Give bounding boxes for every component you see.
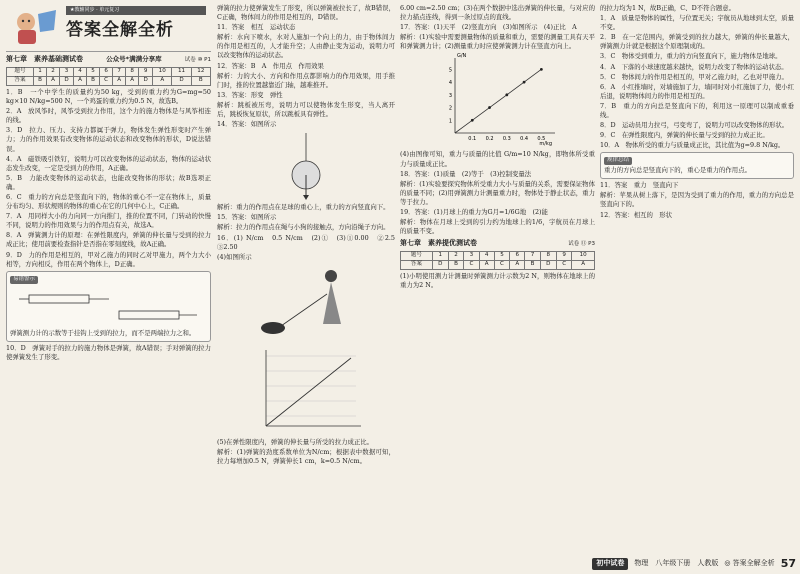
answer-item: 10．A 物体所受的重力与质量成正比，其比值为g=9.8 N/kg。 [600,141,785,150]
table-cell: 10 [572,252,595,261]
tip-text: 重力的方向总是竖直向下的，重心是重力的作用点。 [604,166,751,175]
tip-heading: 易错警示 [10,276,38,284]
table-cell: D [60,76,74,85]
answer-item: 1．A 质量是物体的属性，与位置无关；宇航员从地球到太空，质量不变。 [600,14,795,32]
table-cell: C [100,76,113,85]
answer-item: 弹簧的拉力使弹簧发生了形变，所以弹簧被拉长了，故B错误，C正确，物体间力的作用是相互的，D错误。 [217,4,395,22]
answer-list-cont [400,272,595,290]
footer-brand: 初中试卷 [592,558,628,570]
section-heading [400,239,595,249]
answer-item: 4．A 磁铁吸引铁钉，说明力可以改变物体的运动状态，物体的运动状态发生改变，一定是受到力的作用，A正确。 [6,154,211,172]
answer-item: 11．答案 相互 运动状态 [217,23,296,32]
x-tick-label: 0.5 [536,136,545,143]
table-cell: 9 [139,67,153,76]
answer-item: 解析：拉力的作用点在绳与小狗的接触点，方向沿绳子方向。 [217,223,390,232]
answer-item: 6．C 重力的方向总是竖直向下的，物体的重心不一定在物体上，质量分布均匀、形状规则的物体的重心在它的几何中心上，C正确。 [6,192,211,211]
table-cell: 1 [34,67,47,76]
answer-item: 解析：物体在月球上受到的引力约为地球上的1/6，宇航员在月球上的质量不变。 [400,218,595,236]
tip-box [6,271,211,342]
section-heading [6,55,211,65]
section-title: 第七章 素养提优测试卷 [400,239,477,248]
table-cell: 答案 [401,261,433,270]
table-cell: D [432,261,448,270]
section-title: 第七章 素养基础测试卷 [6,55,83,63]
table-cell: D [172,76,191,85]
answer-item: 17．答案：(1)天平 (2)竖直方向 (3)如图所示 (4)正比 A [400,23,577,32]
answer-item: 9．D 力的作用是相互的，甲对乙施力的同时乙对甲施力，两个力大小相等，方向相反，作用在两个物体上，D正确。 [6,250,211,268]
answer-item: (4)由图像可知，重力与质量的比值 G/m=10 N/kg，即物体所受重力与质量成正比。 [400,150,595,168]
answer-item: 12．答案：B A 作用点 作用效果 [217,61,324,70]
table-cell: 3 [60,67,74,76]
series-line [455,70,541,134]
answer-item: 16．(1) N/cm 0.5 N/cm (2)① (3)①0.00 ②2.5 ③2.50 [217,233,402,251]
tip-box [600,152,794,179]
answer-list-cont [600,181,794,219]
table-cell: A [153,76,172,85]
table-cell: B [525,261,540,270]
answer-item: 解析：重力的作用点在足球的重心上，重力的方向竖直向下。 [217,203,390,212]
table-cell: 8 [126,67,139,76]
page-header [6,6,211,52]
answer-item: 19．答案：(1)月球上的重力为G月=1/6G地 (2)能 [400,208,548,217]
answer-item: 18．答案：(1)质量 (2)等于 (3)控制变量法 [400,169,532,178]
table-cell: 答案 [7,76,34,85]
data-point [505,94,508,97]
answer-item: 解析：跳板被压弯，说明力可以使物体发生形变，当人离开后，跳板恢复原状，所以跳板具有弹性。 [217,100,395,119]
table-cell: 6 [100,67,113,76]
answer-item: 的拉力均为1 N，故B正确，C、D不符合题意。 [600,4,736,12]
cartoon-logo-icon [8,8,60,48]
table-cell: 4 [74,67,87,76]
spring-extension-chart [246,346,366,436]
wechat-account: 公众号*满满分享库 [106,55,162,63]
answer-item: 3．D 拉力、压力、支持力都属于弹力，物体发生弹性形变时产生弹力；力的作用效果有改变物体的运动状态和改变物体的形状，D说法错误。 [6,126,211,153]
table-cell: 3 [464,252,479,261]
column-4 [600,4,794,552]
table-cell: 题号 [7,67,34,76]
table-cell: 7 [525,252,540,261]
table-cell: 题号 [401,252,433,261]
answer-table [6,67,211,86]
answer-item: 解析：(1)实验要探究物体所受重力大小与质量的关系，需要保证物体的质量不同；(2)用弹簧测力计测量重力时，物体处于静止状态，重力等于拉力。 [400,179,595,206]
answer-item: 1．B 一个中学生的质量约为50 kg，受到的重力约为G=mg=50 kg×10 N/kg=500 N，一个鸡蛋的重力约为0.5 N，故选B。 [6,87,211,106]
table-cell: A [479,261,494,270]
column-3 [400,4,595,552]
answer-item: 7．A 用同样大小的力向同一方向推门，推的位置不同，门转动的快慢不同，说明力的作用效果与力的作用点有关，故选A。 [6,212,211,230]
x-tick-label: 0.4 [519,136,528,143]
answer-item: 8．D 运动员用力拉弓，弓变弯了，说明力可以改变物体的形状。 [600,121,789,130]
answer-item: 解析：苹果从树上落下，是因为受到了重力的作用，重力的方向总是竖直向下的。 [600,191,794,209]
section-code: 试卷 ⑪ P3 [568,241,595,248]
table-cell: C [494,261,509,270]
answer-list [600,4,794,150]
data-point [470,119,473,122]
footer-subject: 物理 八年级下册 人教版 [634,559,719,568]
page-footer [490,556,796,572]
answer-list-cont [6,344,211,362]
answer-item: (5)在弹性限度内，弹簧的伸长量与所受的拉力成正比。 [217,437,374,446]
answer-item: (1)小明使用测力计测量时弹簧测力计示数为2 N，则物体在地球上的重力为2 N。 [400,272,595,290]
y-tick-label: 2 [448,106,452,113]
y-tick-label: 3 [448,93,452,100]
page-number: 57 [780,557,796,571]
answer-item: 3．C 物体受到重力，重力的方向竖直向下，施力物体是地球。 [600,52,782,61]
table-cell: B [34,76,47,85]
table-cell: A [113,76,126,85]
gravity-mass-chart [433,53,563,148]
girl-dog-figure [251,264,361,344]
table-cell: 2 [47,67,60,76]
table-cell: A [510,261,525,270]
answer-item: 15．答案：如图所示 [217,213,277,222]
spring-scale-figure [19,287,199,327]
answer-item: 6.00 cm=2.50 cm；(3)在两个数据中选出弹簧的伸长量，与对应的拉力描点连线，得到一条过原点的直线。 [400,4,595,22]
table-cell: B [87,76,100,85]
table-cell: B [448,261,463,270]
x-axis-label: m/kg [538,141,552,148]
y-tick-label: 5 [448,67,452,74]
answer-item: 8．A 弹簧测力计的原理：在弹性限度内，弹簧的伸长量与受到的拉力成正比；使用前要检查指针是否指在零刻度线，故A正确。 [6,231,211,249]
answer-item: 2．A 放风筝时，风筝受到拉力作用，这个力的施力物体是与风筝相连的线。 [6,107,211,125]
table-cell: A [572,261,595,270]
column-1 [6,6,211,552]
table-cell: A [74,76,87,85]
x-tick-label: 0.1 [467,136,476,143]
answer-item: 11．答案 重力 竖直向下 [600,181,679,190]
table-cell: 1 [432,252,448,261]
y-tick-label: 4 [448,80,452,87]
answer-item: 2．B 在一定范围内，弹簧受到的拉力越大，弹簧的伸长量越大，弹簧测力计就是根据这个原理制成的。 [600,33,794,51]
page-title: 答案全解全析 [66,20,174,40]
x-tick-label: 0.3 [502,136,511,143]
y-axis-label: G/N [456,53,466,60]
table-cell: 5 [494,252,509,261]
answer-item: (4)如图所示 [217,252,252,261]
table-cell: 4 [479,252,494,261]
answer-item: 6．A 小红推墙时，对墙施加了力，墙同时对小红施加了力，使小红后退，说明物体间力的作用是相互的。 [600,82,795,100]
tip-heading: 规律总结 [604,157,632,165]
answer-list-cont [400,150,595,236]
table-cell: 7 [113,67,126,76]
data-point [488,107,491,110]
answer-item: 12．答案：相互的 形状 [600,210,673,219]
answer-item: 解析：(1)弹簧的劲度系数单位为N/cm；根据表中数据可知，拉力每增加0.5 N，弹簧伸长1 cm，k=0.5 N/cm。 [217,447,395,465]
x-tick-label: 0.2 [485,136,494,143]
answer-list [217,4,395,129]
answer-item: 7．B 重力的方向总是竖直向下的，利用这一原理可以制成重垂线。 [600,101,794,120]
section-code: 试卷 ⑩ P1 [184,57,211,63]
y-tick-label: 1 [448,118,452,125]
table-cell: D [139,76,153,85]
answer-list-cont [217,438,395,466]
table-cell: D [540,261,556,270]
table-cell: 8 [540,252,556,261]
answer-item: 13．答案：形变 弹性 [217,90,283,99]
data-point [539,68,542,71]
answer-item: 14．答案：如图所示 [217,120,277,129]
answer-list-cont [217,203,402,262]
tip-text: 弹簧测力计的示数等于挂钩上受到的拉力，而不是两端拉力之和。 [10,328,196,337]
answer-item: 解析：水向下喷水，水对人施加一个向上的力，由于物体间力的作用是相互的，人才能升空；人由静止变为运动，说明力可以改变物体的运动状态。 [217,33,395,60]
answer-item: 10．D 弹簧对手的拉力的施力物体是弹簧，故A错误；手对弹簧的拉力使弹簧发生了形变。 [6,343,211,361]
answer-item: 5．C 物体间力的作用是相互的，甲对乙施力时，乙也对甲施力。 [600,72,788,81]
data-point [522,81,525,84]
answer-item: 9．C 在弹性限度内，弹簧的伸长量与受到的拉力成正比。 [600,131,769,140]
table-cell: 6 [510,252,525,261]
answer-item: 4．A 下落的小球速度越来越快，说明力改变了物体的运动状态。 [600,62,788,71]
table-cell: A [47,76,60,85]
table-cell: C [464,261,479,270]
table-cell: 11 [172,67,191,76]
table-cell: A [126,76,139,85]
answer-list [6,88,211,269]
table-cell: 10 [153,67,172,76]
table-cell: 5 [87,67,100,76]
table-cell: 12 [191,67,210,76]
answer-item: 解析：力的大小、方向和作用点都影响力的作用效果，用手推门时，推的位置越靠近门轴，越难推开。 [217,71,395,89]
table-cell: C [556,261,571,270]
table-cell: 2 [448,252,463,261]
answer-item: 解析：(1)实验中需要测量物体的质量和重力，需要的测量工具有天平和弹簧测力计；(2)测量重力时应使弹簧测力计在竖直方向上。 [400,33,595,51]
ball-on-string-figure [261,131,351,201]
answer-list [400,4,595,51]
answer-item: 5．B 力能改变物体的运动状态，也能改变物体的形状；故B选项正确。 [6,173,211,191]
answer-table [400,251,595,270]
table-cell: 9 [556,252,571,261]
footer-tail: ◎ 答案全解全析 [724,559,775,568]
table-cell: B [191,76,210,85]
column-2 [217,4,402,552]
header-strip: ★教辅同步 · 单元复习 [66,6,206,15]
